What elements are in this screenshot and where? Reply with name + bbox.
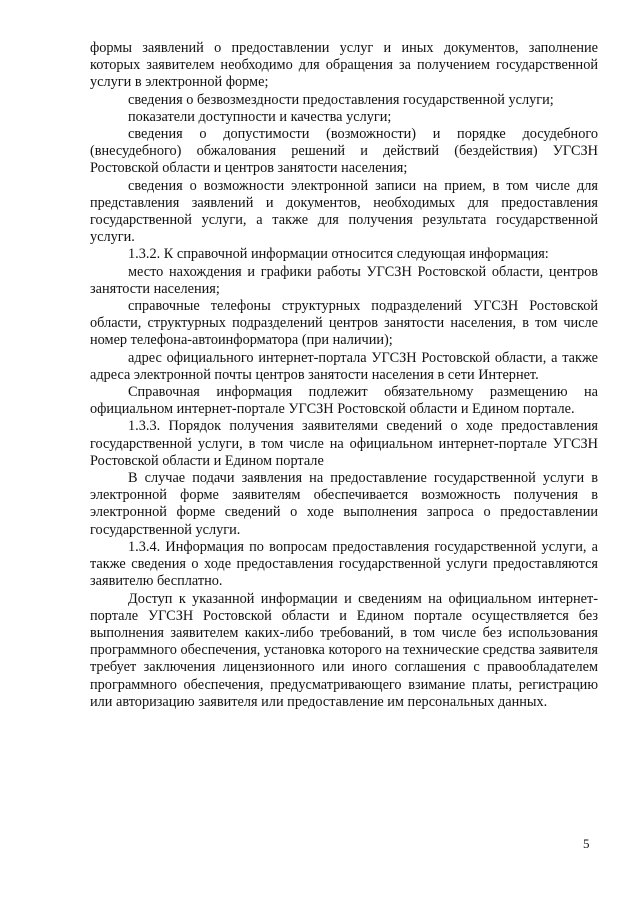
section-heading: 1.3.2. К справочной информации относится следующая информация: [128, 246, 549, 263]
paragraph: адрес официального интернет-портала УГСЗН Ростовской области, а также адреса электронной почты центров занятости населения в сети Интернет. [90, 349, 598, 383]
section-heading: 1.3.3. Порядок получения заявителями сведений о ходе предоставления государственной услуги, в том числе на официальном интернет-портале УГСЗН Ростовской области и Едином портале [90, 418, 598, 469]
paragraph: Доступ к указанной информации и сведениям на официальном интернет-портале УГСЗН Ростовской области и Едином портале осуществляется без выполнения заявителем каких-либо требований, в том числе без использования программного обеспечения, установка которого на технические средства заявителя требует заключения лицензионного или иного соглашения с правообладателем программного обеспечения, предусматривающего взимание платы, регистрацию или авторизацию заявителя или предоставление им персональных данных. [90, 590, 598, 710]
paragraph: В случае подачи заявления на предоставление государственной услуги в электронной форме заявителям обеспечивается возможность получения в электронной форме сведений о ходе выполнения запроса о предоставлении государственной услуги. [90, 470, 598, 538]
paragraph: сведения о возможности электронной записи на прием, в том числе для представления заявлений и документов, необходимых для предоставления государственной услуги, а также для получения результата государственной услуги. [90, 177, 598, 246]
paragraph: сведения о допустимости (возможности) и порядке досудебного (внесудебного) обжалования решений и действий (бездействия) УГСЗН Ростовской области и центров занятости населения; [90, 126, 598, 177]
section-heading: 1.3.4. Информация по вопросам предоставления государственной услуги, а также сведения о ходе предоставления государственной услуги предоставляются заявителю бесплатно. [90, 538, 598, 590]
paragraph: сведения о безвозмездности предоставления государственной услуги; [128, 91, 554, 108]
paragraph: формы заявлений о предоставлении услуг и иных документов, заполнение которых заявителем необходимо для обращения за получением государственной услуги в электронной форме; [90, 40, 598, 91]
paragraph: справочные телефоны структурных подразделений УГСЗН Ростовской области, структурных подразделений центров занятости населения, в том числе номер телефона-автоинформатора (при наличии); [90, 298, 598, 349]
document-body [90, 40, 598, 711]
paragraph: место нахождения и графики работы УГСЗН Ростовской области, центров занятости населения; [90, 263, 598, 297]
paragraph: Справочная информация подлежит обязательному размещению на официальном интернет-портале УГСЗН Ростовской области и Едином портале. [90, 384, 598, 418]
page-number: 5 [583, 836, 590, 851]
paragraph: показатели доступности и качества услуги; [128, 108, 392, 125]
